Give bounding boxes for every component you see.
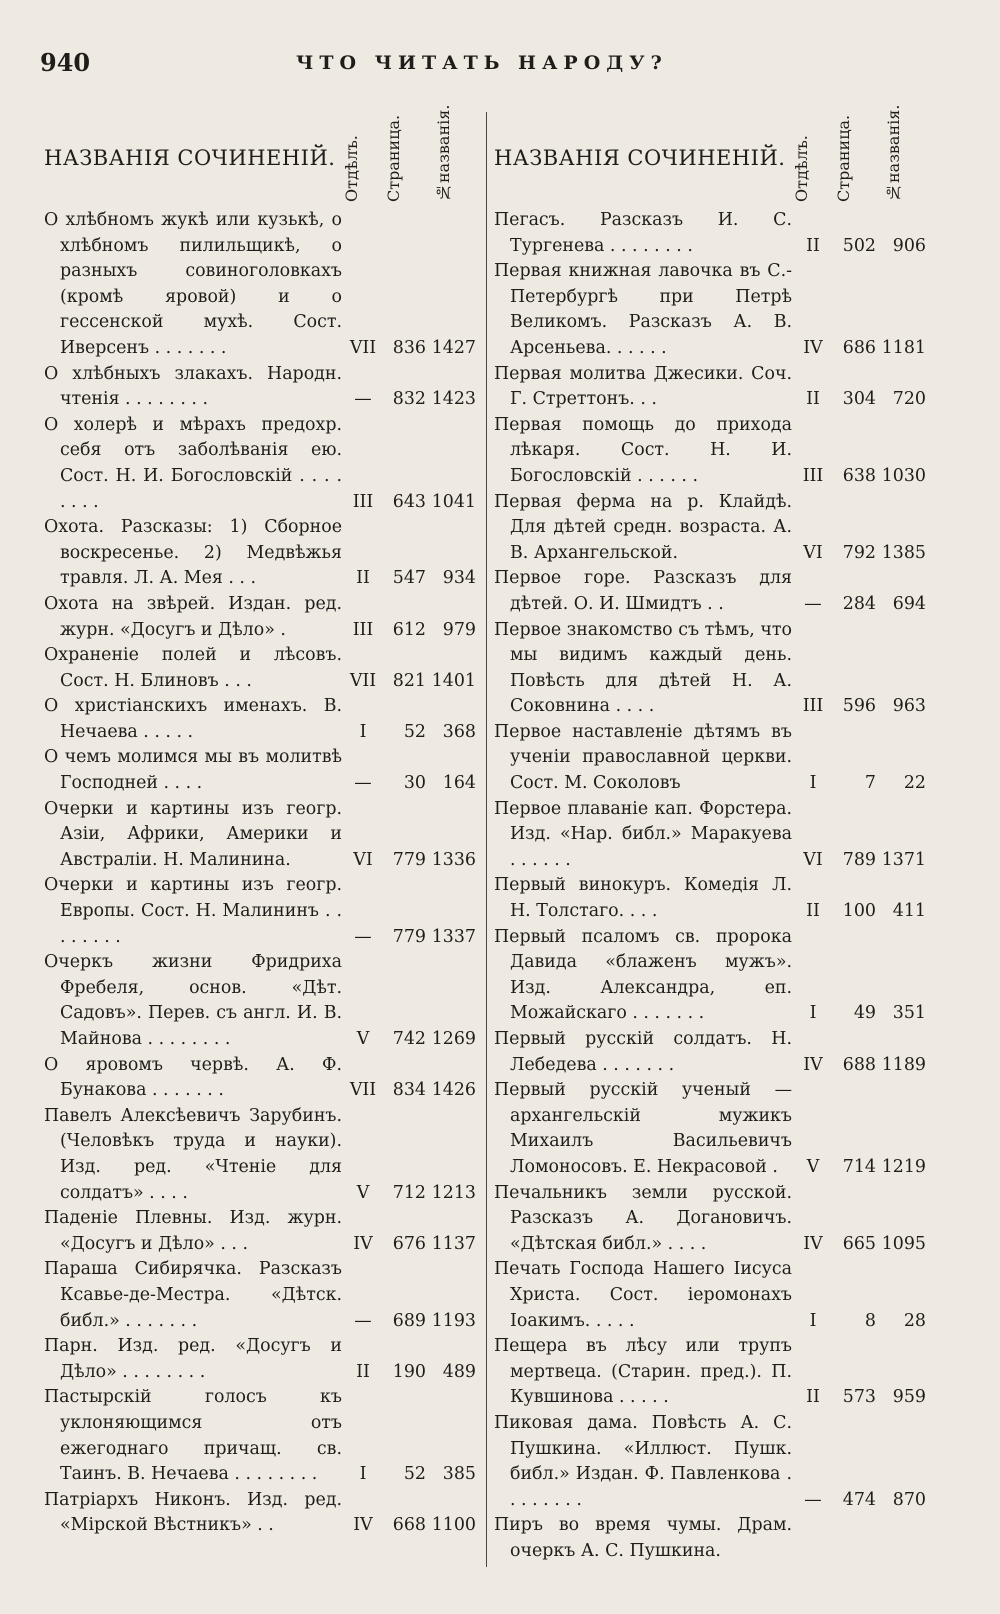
entry-number: 411	[892, 901, 926, 922]
entry-number: 28	[903, 1310, 926, 1331]
entry-refs	[794, 387, 926, 413]
entry-title: Очерки и картины изъ геогр. Азіи, Африки, Америки и Австраліи. Н. Малинина.	[44, 798, 342, 870]
column-title: НАЗВАНІЯ СОЧИНЕНІЙ.	[494, 146, 786, 170]
entry-section: I	[359, 1464, 367, 1485]
entry-section: III	[352, 619, 374, 640]
entry-page: 665	[842, 1233, 876, 1254]
entry-refs	[344, 1360, 476, 1386]
entry-section: —	[354, 926, 372, 947]
entry-number: 1095	[881, 1233, 926, 1254]
entry-number: 22	[903, 773, 926, 794]
catalog-entry	[44, 1053, 476, 1104]
entry-title: Первая молитва Джесики. Соч. Г. Стреттонъ. . .	[494, 363, 792, 410]
entry-section: IV	[803, 1233, 823, 1254]
entry-title: Очеркъ жизни Фридриха Фребеля, основ. «Дѣт. Садовъ». Перев. съ англ. И. В. Майнова . . . . . . . .	[44, 952, 342, 1049]
entry-title: О яровомъ червѣ. А. Ф. Бунакова . . . . . . .	[44, 1054, 342, 1101]
entry-refs	[344, 566, 476, 592]
entry-title: Патріархъ Никонъ. Изд. ред. «Мірской Вѣстникъ» . .	[44, 1489, 342, 1536]
entry-page: 30	[403, 773, 426, 794]
entry-page: 789	[842, 849, 876, 870]
entry-title: Пегасъ. Разсказъ И. С. Тургенева . . . . . . . .	[494, 210, 792, 256]
entry-refs	[794, 771, 926, 797]
entry-page: 190	[392, 1361, 426, 1382]
entry-section: III	[802, 696, 824, 717]
entry-title: Пещера въ лѣсу или трупъ мертвеца. (Старин. пред.). П. Кувшинова . . . . .	[494, 1336, 792, 1408]
entry-title: Параша Сибирячка. Разсказъ Ксавье-де-Местра. «Дѣтск. библ.» . . . . . . .	[44, 1259, 342, 1331]
entry-refs	[344, 720, 476, 746]
entry-number: 1137	[431, 1233, 476, 1254]
entry-list	[44, 208, 476, 1539]
entry-refs	[344, 1309, 476, 1335]
entry-page: 779	[392, 849, 426, 870]
entry-refs	[344, 848, 476, 874]
entry-number: 1401	[431, 670, 476, 691]
entry-refs	[794, 848, 926, 874]
column-title: НАЗВАНІЯ СОЧИНЕНІЙ.	[44, 146, 336, 170]
entry-title: О христіанскихъ именахъ. В. Нечаева . . . . .	[44, 696, 342, 742]
entry-number: 1336	[431, 849, 476, 870]
entry-section: III	[802, 465, 824, 486]
entry-number: 959	[892, 1387, 926, 1408]
entry-title: Охраненіе полей и лѣсовъ. Сост. Н. Блиновъ . . .	[44, 645, 342, 691]
number-column-heading: №названія.	[434, 104, 453, 202]
catalog-entry	[44, 362, 476, 413]
entry-page: 100	[842, 901, 876, 922]
catalog-entry	[494, 873, 926, 924]
entry-refs	[344, 1513, 476, 1539]
entry-number: 934	[442, 568, 476, 589]
entry-section: II	[806, 389, 820, 410]
entry-page: 688	[842, 1054, 876, 1075]
entry-section: —	[354, 1310, 372, 1331]
entry-section: —	[804, 1489, 822, 1510]
entry-title: О хлѣбныхъ злакахъ. Народн. чтенія . . . . . . . .	[44, 363, 342, 410]
catalog-entry	[44, 1206, 476, 1257]
entry-title: Пиръ во время чумы. Драм. очеркъ А. С. Пушкина.	[494, 1515, 792, 1561]
entry-page: 689	[392, 1310, 426, 1331]
catalog-entry	[494, 490, 926, 567]
entry-section: II	[356, 1361, 370, 1382]
entry-refs	[344, 1232, 476, 1258]
catalog-entry	[494, 1257, 926, 1334]
section-column-heading: Отдѣлъ.	[792, 135, 811, 202]
entry-number: 1041	[431, 491, 476, 512]
entry-page: 834	[392, 1080, 426, 1101]
catalog-entry	[44, 643, 476, 694]
catalog-entry	[494, 618, 926, 720]
entry-number: 489	[442, 1361, 476, 1382]
entry-number: 1385	[881, 542, 926, 563]
catalog-entry	[494, 1027, 926, 1078]
entry-page: 792	[842, 542, 876, 563]
entry-section: I	[809, 773, 817, 794]
entry-title: О чемъ молимся мы въ молитвѣ Господней . . . .	[44, 747, 342, 794]
catalog-entry	[494, 208, 926, 259]
entry-section: VII	[349, 1080, 377, 1101]
catalog-entry	[494, 1411, 926, 1513]
entry-page: 547	[392, 568, 426, 589]
entry-title: Первое плаваніе кап. Форстера. Изд. «Нар. библ.» Маракуева . . . . . .	[494, 798, 792, 870]
entry-section: VI	[803, 542, 823, 563]
number-column-heading: №названія.	[884, 104, 903, 202]
running-title: ЧТО ЧИТАТЬ НАРОДУ?	[296, 52, 668, 74]
entry-refs	[344, 771, 476, 797]
catalog-entry	[494, 1513, 926, 1564]
entry-title: О холерѣ и мѣрахъ предохр. себя отъ заболѣванія ею. Сост. Н. И. Богословскій . . . . . . . .	[44, 414, 342, 512]
entry-page: 596	[842, 696, 876, 717]
entry-number: 720	[892, 389, 926, 410]
entry-number: 979	[442, 619, 476, 640]
entry-refs	[794, 899, 926, 925]
entry-section: I	[359, 721, 367, 742]
column-divider	[486, 112, 487, 1567]
entry-refs	[344, 1181, 476, 1207]
entry-number: 1371	[881, 849, 926, 870]
entry-refs	[794, 464, 926, 490]
left-column	[44, 102, 476, 1539]
entry-number: 1030	[881, 465, 926, 486]
entry-title: Печальникъ земли русской. Разсказъ А. Догановичъ. «Дѣтская библ.» . . . .	[494, 1182, 792, 1254]
entry-section: IV	[353, 1233, 373, 1254]
right-column	[494, 102, 926, 1564]
entry-title: Печать Господа Нашего Іисуса Христа. Сост. іеромонахъ Іоакимъ. . . . .	[494, 1259, 792, 1331]
entry-refs	[794, 1385, 926, 1411]
entry-page: 49	[853, 1003, 876, 1024]
entry-section: V	[356, 1029, 370, 1049]
catalog-entry	[44, 413, 476, 515]
catalog-entry	[494, 1181, 926, 1258]
entry-title: Очерки и картины изъ геогр. Европы. Сост. Н. Малининъ . . . . . . . .	[44, 875, 342, 947]
entry-number: 870	[892, 1489, 926, 1510]
entry-section: V	[806, 1156, 820, 1177]
entry-title: Павелъ Алексѣевичъ Зарубинъ. (Человѣкъ труда и науки). Изд. ред. «Чтеніе для солдатъ» . . . .	[44, 1105, 342, 1203]
catalog-entry	[44, 515, 476, 592]
catalog-entry	[494, 362, 926, 413]
catalog-entry	[494, 925, 926, 1027]
entry-number: 1181	[881, 337, 926, 358]
catalog-entry	[44, 950, 476, 1052]
entry-refs	[344, 925, 476, 951]
entry-title: О хлѣбномъ жукѣ или кузькѣ, о хлѣбномъ пилильщикѣ, о разныхъ совиноголовкахъ (кромѣ яровой) и о гессенской мухѣ. Сост. Иверсенъ . . . . . . .	[44, 210, 342, 358]
section-column-heading: Отдѣлъ.	[342, 135, 361, 202]
entry-section: II	[806, 235, 820, 256]
catalog-entry	[44, 797, 476, 874]
entry-title: Пастырскій голосъ къ уклоняющимся отъ ежегоднаго причащ. св. Таинъ. В. Нечаева . . . . . . . .	[44, 1387, 342, 1485]
entry-title: Первый русскій солдатъ. Н. Лебедева . . . . . . .	[494, 1029, 792, 1075]
catalog-entry	[494, 259, 926, 361]
catalog-entry	[44, 745, 476, 796]
entry-number: 1189	[881, 1054, 926, 1075]
entry-section: II	[356, 568, 370, 589]
column-header	[494, 102, 926, 208]
entry-page: 686	[842, 337, 876, 358]
entry-number: 1427	[431, 337, 476, 358]
entry-refs	[794, 592, 926, 618]
entry-number: 385	[442, 1464, 476, 1485]
entry-number: 1100	[431, 1515, 476, 1536]
catalog-entry	[44, 694, 476, 745]
entry-refs	[344, 1462, 476, 1488]
entry-page: 284	[842, 593, 876, 614]
catalog-entry	[44, 1257, 476, 1334]
entry-refs	[344, 1078, 476, 1104]
entry-refs	[794, 1232, 926, 1258]
entry-refs	[344, 490, 476, 516]
catalog-entry	[44, 1334, 476, 1385]
entry-page: 52	[403, 1464, 426, 1485]
entry-section: —	[354, 389, 372, 410]
catalog-entry	[44, 873, 476, 950]
entry-number: 1193	[431, 1310, 476, 1331]
entry-page: 742	[392, 1029, 426, 1049]
catalog-entry	[44, 1104, 476, 1206]
entry-refs	[344, 669, 476, 695]
page-column-heading: Страница.	[834, 114, 853, 202]
entry-refs	[794, 234, 926, 260]
entry-section: IV	[353, 1515, 373, 1536]
entry-refs	[344, 336, 476, 362]
entry-page: 7	[864, 773, 876, 794]
entry-section: I	[809, 1003, 817, 1024]
entry-refs	[794, 1001, 926, 1027]
entry-page: 573	[842, 1387, 876, 1408]
catalog-entry	[44, 592, 476, 643]
entry-title: Первый псаломъ св. пророка Давида «блаженъ мужъ». Изд. Александра, еп. Можайскаго . . . . . . .	[494, 926, 792, 1024]
entry-page: 304	[842, 389, 876, 410]
entry-page: 832	[392, 389, 426, 410]
entry-title: Первое знакомство съ тѣмъ, что мы видимъ каждый день. Повѣсть для дѣтей Н. А. Соковнина . . . .	[494, 619, 792, 717]
entry-number: 1426	[431, 1080, 476, 1101]
entry-page: 821	[392, 670, 426, 691]
catalog-entry	[44, 1385, 476, 1487]
catalog-entry	[44, 1488, 476, 1539]
entry-section: IV	[803, 1054, 823, 1075]
entry-page: 836	[392, 337, 426, 358]
entry-number: 1213	[431, 1182, 476, 1203]
entry-title: Охота на звѣрей. Издан. ред. журн. «Досугъ и Дѣло» .	[44, 593, 342, 640]
entry-refs	[794, 1488, 926, 1514]
entry-number: 1219	[881, 1156, 926, 1177]
entry-refs	[344, 387, 476, 413]
entry-section: I	[809, 1310, 817, 1331]
catalog-entry	[494, 413, 926, 490]
entry-title: Первый винокуръ. Комедія Л. Н. Толстаго. . . .	[494, 875, 792, 922]
entry-title: Первое наставленіе дѣтямъ въ ученіи православной церкви. Сост. М. Соколовъ	[494, 721, 792, 794]
entry-section: II	[806, 901, 820, 922]
entry-section: VI	[353, 849, 373, 870]
catalog-entry	[494, 566, 926, 617]
entry-refs	[344, 618, 476, 644]
catalog-entry	[494, 720, 926, 797]
catalog-entry	[494, 1334, 926, 1411]
entry-list	[494, 208, 926, 1564]
column-header	[44, 102, 476, 208]
entry-section: II	[806, 1387, 820, 1408]
entry-number: 1337	[431, 926, 476, 947]
entry-page: 52	[403, 721, 426, 742]
entry-refs	[794, 1053, 926, 1079]
entry-refs	[794, 1309, 926, 1335]
entry-title: Пиковая дама. Повѣсть А. С. Пушкина. «Иллюст. Пушк. библ.» Издан. Ф. Павленкова . . . . . . . .	[494, 1412, 792, 1510]
entry-title: Первый русскій ученый — архангельскій мужикъ Михаилъ Васильевичъ Ломоносовъ. Е. Некрасовой .	[494, 1080, 792, 1177]
catalog-entry	[494, 1078, 926, 1180]
entry-refs	[794, 541, 926, 567]
entry-page: 502	[842, 235, 876, 256]
entry-refs	[794, 694, 926, 720]
entry-title: Первая книжная лавочка въ С.-Петербургѣ при Петрѣ Великомъ. Разсказъ А. В. Арсеньева. . . . . .	[494, 261, 792, 358]
entry-title: Первое горе. Разсказъ для дѣтей. О. И. Шмидтъ . .	[494, 568, 792, 614]
entry-number: 1269	[431, 1029, 476, 1049]
entry-section: VII	[349, 337, 377, 358]
entry-refs	[794, 1155, 926, 1181]
entry-page: 643	[392, 491, 426, 512]
entry-page: 676	[392, 1233, 426, 1254]
entry-number: 906	[892, 235, 926, 256]
entry-number: 694	[892, 593, 926, 614]
entry-number: 164	[442, 773, 476, 794]
entry-title: Первая помощь до прихода лѣкаря. Сост. Н. И. Богословскій . . . . . .	[494, 414, 792, 486]
entry-number: 368	[442, 721, 476, 742]
entry-refs	[794, 336, 926, 362]
entry-page: 668	[392, 1515, 426, 1536]
page-number: 940	[40, 48, 91, 77]
catalog-entry	[494, 797, 926, 874]
entry-page: 712	[392, 1182, 426, 1203]
entry-section: VI	[803, 849, 823, 870]
entry-section: —	[804, 593, 822, 614]
page-column-heading: Страница.	[384, 114, 403, 202]
entry-title: Парн. Изд. ред. «Досугъ и Дѣло» . . . . . . . .	[44, 1336, 342, 1382]
entry-section: III	[352, 491, 374, 512]
entry-number: 963	[892, 696, 926, 717]
catalog-entry	[44, 208, 476, 362]
entry-title: Паденіе Плевны. Изд. журн. «Досугъ и Дѣло» . . .	[44, 1208, 342, 1254]
entry-title: Охота. Разсказы: 1) Сборное воскресенье. 2) Медвѣжья травля. Л. А. Мея . . .	[44, 517, 342, 589]
entry-page: 779	[392, 926, 426, 947]
entry-section: V	[356, 1182, 370, 1203]
entry-page: 638	[842, 465, 876, 486]
entry-number: 351	[892, 1003, 926, 1024]
entry-page: 612	[392, 619, 426, 640]
entry-title: Первая ферма на р. Клайдѣ. Для дѣтей средн. возраста. А. В. Архангельской.	[494, 491, 792, 563]
entry-page: 8	[864, 1310, 876, 1331]
entry-section: VII	[349, 670, 377, 691]
entry-section: —	[354, 773, 372, 794]
entry-page: 714	[842, 1156, 876, 1177]
entry-refs	[794, 1539, 926, 1565]
entry-refs	[344, 1027, 476, 1053]
entry-number: 1423	[431, 389, 476, 410]
entry-page: 474	[842, 1489, 876, 1510]
entry-section: IV	[803, 337, 823, 358]
